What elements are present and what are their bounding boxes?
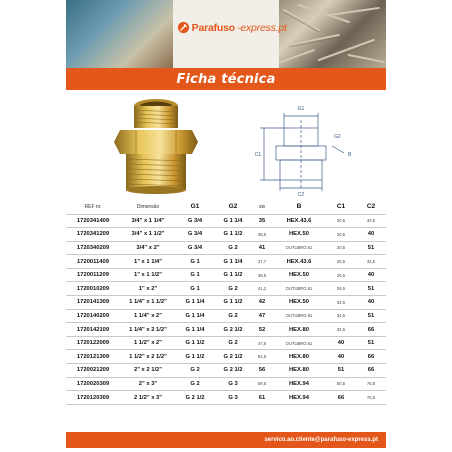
table-cell: 61 — [252, 391, 272, 405]
table-cell: HEX.80 — [272, 323, 326, 337]
table-cell: 40 — [356, 296, 386, 310]
col-c1: C1 — [336, 203, 346, 211]
table-cell: 40 — [326, 336, 356, 350]
table-cell: 1720121309 — [66, 350, 120, 364]
table-cell: OUTUBRO.61 — [272, 309, 326, 323]
table-cell: G 1 1/2 — [176, 336, 214, 350]
table-cell: G 3/4 — [176, 241, 214, 255]
table-cell: 1 1/4" x 2 1/2" — [120, 323, 176, 337]
table-cell: G 1 1/4 — [176, 309, 214, 323]
table-row — [66, 336, 386, 350]
table-cell: 1 1/4" x 1 1/2" — [120, 296, 176, 310]
brand-panel — [173, 0, 287, 68]
table-cell: OUTUBRO.61 — [272, 336, 326, 350]
table-cell: 1720140209 — [66, 309, 120, 323]
table-cell: 1720020309 — [66, 377, 120, 391]
col-g1: G1 — [190, 203, 200, 211]
table-cell: G 2 1/2 — [214, 364, 252, 378]
technical-drawing — [244, 98, 364, 198]
table-cell: G 1 1/2 — [214, 296, 252, 310]
table-cell: 3/4" x 1 1/2" — [120, 228, 176, 242]
table-row — [66, 350, 386, 364]
table-cell: G 2 — [214, 241, 252, 255]
table-cell: G 3 — [214, 391, 252, 405]
datasheet-page — [66, 0, 386, 452]
table-row — [66, 377, 386, 391]
table-cell: 41 — [252, 241, 272, 255]
table-cell: 34,5 — [326, 323, 356, 337]
label-b: B — [348, 152, 352, 158]
table-row — [66, 309, 386, 323]
table-cell: 34,5 — [356, 214, 386, 228]
table-cell: 51 — [356, 336, 386, 350]
footer-contact-email[interactable]: servico.ao.cliente@parafuso-express.pt — [264, 437, 378, 443]
table-cell: G 1 1/4 — [214, 255, 252, 269]
table-cell: 47 — [252, 309, 272, 323]
table-cell: HEX.94 — [272, 391, 326, 405]
table-cell: 3/4" x 1 1/4" — [120, 214, 176, 228]
table-cell: HEX.80 — [272, 350, 326, 364]
table-cell: 42 — [252, 296, 272, 310]
label-c2: C2 — [297, 192, 305, 198]
table-cell: 1720021209 — [66, 364, 120, 378]
page-title: Ficha técnica — [176, 71, 276, 87]
table-cell: G 1 — [176, 282, 214, 296]
table-row — [66, 323, 386, 337]
table-cell: 26,5 — [326, 282, 356, 296]
table-cell: 26,5 — [326, 255, 356, 269]
table-row — [66, 241, 386, 255]
table-cell: G 1 1/2 — [176, 350, 214, 364]
table-header-row — [66, 200, 386, 214]
table-cell: 2 1/2" x 3" — [120, 391, 176, 405]
table-cell: 34,5 — [326, 309, 356, 323]
table-cell: G 2 — [176, 377, 214, 391]
table-cell: G 1 1/2 — [214, 268, 252, 282]
col-sw: sw — [258, 203, 266, 210]
table-cell: G 2 — [214, 336, 252, 350]
table-row — [66, 228, 386, 242]
table-cell: 26,5 — [326, 268, 356, 282]
table-cell: 1720011209 — [66, 268, 120, 282]
table-cell: 66 — [356, 350, 386, 364]
table-cell: 3/4" x 2" — [120, 241, 176, 255]
table-cell: G 2 — [176, 364, 214, 378]
table-cell: 40 — [356, 268, 386, 282]
table-cell: HEX.94 — [272, 377, 326, 391]
table-cell: 20,5 — [326, 241, 356, 255]
brand-logo[interactable] — [177, 21, 287, 34]
table-cell: G 1 1/4 — [176, 296, 214, 310]
table-cell: HEX.43.6 — [272, 214, 326, 228]
table-cell: G 2 1/2 — [214, 350, 252, 364]
table-cell: 40 — [326, 350, 356, 364]
table-cell: 20,5 — [326, 228, 356, 242]
table-cell: G 1 — [176, 255, 214, 269]
table-cell: 1720011409 — [66, 255, 120, 269]
table-cell: 2" x 2 1/2" — [120, 364, 176, 378]
label-c1: C1 — [254, 152, 262, 158]
table-cell: G 2 — [214, 309, 252, 323]
table-row — [66, 268, 386, 282]
table-row — [66, 255, 386, 269]
table-cell: 41,2 — [252, 282, 272, 296]
table-cell: 56 — [252, 364, 272, 378]
table-cell: 2" x 3" — [120, 377, 176, 391]
table-cell: 1720120309 — [66, 391, 120, 405]
table-cell: G 2 1/2 — [176, 391, 214, 405]
table-cell: 51 — [326, 364, 356, 378]
screws-photo — [279, 0, 386, 68]
table-cell: 1" x 2" — [120, 282, 176, 296]
table-cell: 51 — [356, 309, 386, 323]
table-cell: 66 — [326, 391, 356, 405]
title-band — [66, 68, 386, 90]
brand-name: Parafuso — [191, 21, 236, 34]
table-cell: G 3 — [214, 377, 252, 391]
table-cell: 1720340209 — [66, 241, 120, 255]
table-cell: 52 — [252, 323, 272, 337]
table-cell: 34,5 — [326, 296, 356, 310]
table-cell: G 1 1/2 — [214, 228, 252, 242]
table-cell: 34,5 — [356, 255, 386, 269]
col-dimension: Dimensão — [136, 203, 160, 210]
table-cell: G 2 1/2 — [214, 323, 252, 337]
table-row — [66, 391, 386, 405]
table-cell: 37,7 — [252, 255, 272, 269]
table-cell: OUTUBRO.61 — [272, 241, 326, 255]
table-cell: G 1 1/4 — [176, 323, 214, 337]
table-cell: 51 — [356, 241, 386, 255]
table-cell: 35 — [252, 214, 272, 228]
table-cell: 38,5 — [252, 228, 272, 242]
table-cell: 59,5 — [252, 377, 272, 391]
table-cell: 40 — [356, 228, 386, 242]
table-cell: 1" x 1 1/2" — [120, 268, 176, 282]
tools-photo — [66, 0, 173, 68]
col-b: B — [296, 203, 302, 211]
table-cell: 1720142109 — [66, 323, 120, 337]
table-cell: 1 1/2" x 2" — [120, 336, 176, 350]
col-ref: REF nr. — [84, 203, 102, 210]
table-cell: G 1 — [176, 268, 214, 282]
table-cell: 47,5 — [252, 336, 272, 350]
wrench-screw-logo-icon — [177, 21, 190, 34]
spec-table — [66, 200, 386, 405]
table-cell: G 1 1/4 — [214, 214, 252, 228]
table-row — [66, 296, 386, 310]
footer-bar — [66, 432, 386, 448]
table-row — [66, 364, 386, 378]
table-cell: 20,5 — [326, 214, 356, 228]
table-cell: 66 — [356, 364, 386, 378]
table-body — [66, 214, 386, 404]
table-cell: G 3/4 — [176, 228, 214, 242]
label-g1: G1 — [297, 106, 305, 112]
table-cell: 1720010209 — [66, 282, 120, 296]
table-cell: 52,5 — [252, 350, 272, 364]
table-cell: 1720341409 — [66, 214, 120, 228]
col-c2: C2 — [366, 203, 376, 211]
table-cell: 66 — [356, 323, 386, 337]
table-cell: HEX.50 — [272, 296, 326, 310]
table-cell: 1 1/2" x 2 1/2" — [120, 350, 176, 364]
table-cell: 1" x 1 1/4" — [120, 255, 176, 269]
label-g2: G2 — [334, 134, 341, 140]
brass-fitting-photo — [106, 96, 206, 196]
table-cell: 39,5 — [252, 268, 272, 282]
table-cell: 1720122009 — [66, 336, 120, 350]
table-cell: HEX.43.6 — [272, 255, 326, 269]
table-cell: G 3/4 — [176, 214, 214, 228]
table-cell: 76,5 — [356, 391, 386, 405]
table-row — [66, 282, 386, 296]
table-cell: 76,5 — [356, 377, 386, 391]
table-cell: HEX.50 — [272, 268, 326, 282]
table-cell: 51 — [356, 282, 386, 296]
brand-suffix: -express.pt — [237, 21, 287, 34]
header-photo-strip — [66, 0, 386, 68]
table-row — [66, 214, 386, 228]
table-cell: 50,5 — [326, 377, 356, 391]
screws-pattern — [279, 0, 386, 68]
table-cell: 1720341209 — [66, 228, 120, 242]
table-cell: HEX.80 — [272, 364, 326, 378]
table-cell: HEX.50 — [272, 228, 326, 242]
table-cell: OUTUBRO.61 — [272, 282, 326, 296]
table-cell: 1 1/4" x 2" — [120, 309, 176, 323]
col-g2: G2 — [228, 203, 238, 211]
table-cell: G 2 — [214, 282, 252, 296]
table-cell: 1720141309 — [66, 296, 120, 310]
